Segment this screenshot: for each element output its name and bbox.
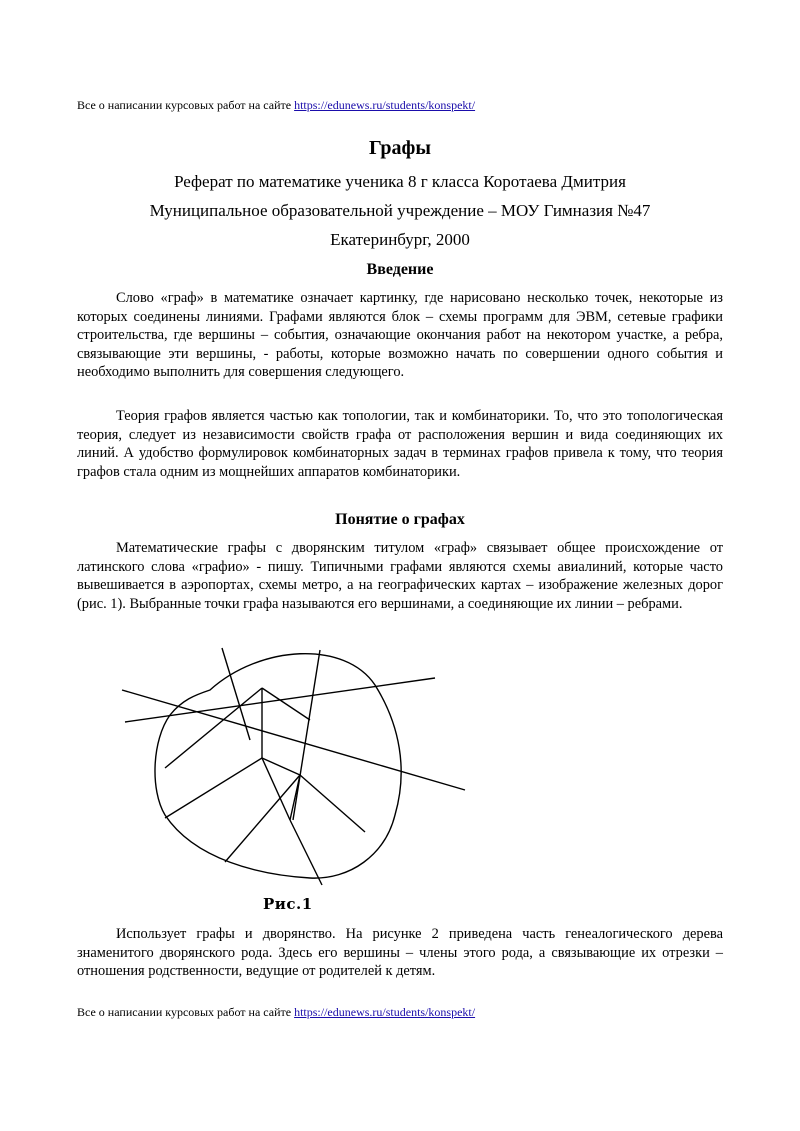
concept-paragraph-1: Математические графы с дворянским титулом «граф» связывает общее происхождение от латинского слова «графио» - пишу. Типичными графами являются схемы авиалиний, которые часто вывешивается в аэропортах, схемы метро, а на географических картах – изображение железных дорог (рис. 1). Выбранные точки графа называются его вершинами, а соединяющие их линии – ребрами.: [77, 540, 723, 612]
graph-line-3: [222, 648, 250, 740]
footer-banner: [77, 1005, 475, 1019]
document-title: Графы: [368, 137, 432, 159]
graph-edge-4: [165, 758, 262, 818]
graph-figure: [110, 640, 480, 920]
graph-edge-2: [165, 688, 262, 768]
concept-paragraph-2: Использует графы и дворянство. На рисунке 2 приведена часть генеалогического дерева знаменитого дворянского рода. Здесь его вершины – члены этого рода, а связывающие их отрезки – отношения родственности, ведущие от родителей к детям.: [77, 926, 723, 980]
intro-heading: Введение: [366, 261, 434, 278]
subtitle-school: Муниципальное образовательной учреждение – МОУ Гимназия №47: [149, 201, 651, 220]
graph-edge-10: [290, 820, 322, 885]
header-banner: [77, 98, 475, 112]
graph-drawing: [110, 640, 480, 900]
footer-banner-link[interactable]: https://edunews.ru/students/konspekt/: [294, 1005, 476, 1019]
graph-edge-5: [262, 758, 300, 775]
graph-edge-3: [262, 688, 310, 720]
concept-heading: Понятие о графах: [335, 511, 465, 528]
header-banner-text: Все о написании курсовых работ на сайте: [77, 98, 292, 112]
footer-banner-text: Все о написании курсовых работ на сайте: [77, 1005, 292, 1019]
figure-caption: Рис.1: [263, 895, 313, 913]
graph-line-4: [293, 650, 320, 820]
graph-edge-6: [262, 758, 290, 820]
subtitle-author: Реферат по математике ученика 8 г класса Коротаева Дмитрия: [174, 172, 626, 191]
intro-paragraph-2: Теория графов является частью как топологии, так и комбинаторики. То, что это топологическая теория, следует из независимости свойств графа от расположения вершин и вида соединяющих их линий. А удобство формулировок комбинаторных задач в терминах графов привела к тому, что теория графов стала одним из мощнейших аппаратов комбинаторики.: [77, 408, 723, 480]
header-banner-link[interactable]: https://edunews.ru/students/konspekt/: [294, 98, 476, 112]
intro-paragraph-1: Слово «граф» в математике означает картинку, где нарисовано несколько точек, некоторые из которых соединены линиями. Графами являются блок – схемы программ для ЭВМ, сетевые графики строительства, где вершины – события, означающие окончания работ на некотором участке, а ребра, связывающие эти вершины, - работы, которые возможно начать по совершении одного события и необходимо выполнить для совершения следующего.: [77, 290, 723, 381]
graph-line-1: [122, 690, 465, 790]
graph-edge-9: [300, 775, 365, 832]
subtitle-city-year: Екатеринбург, 2000: [330, 230, 470, 249]
